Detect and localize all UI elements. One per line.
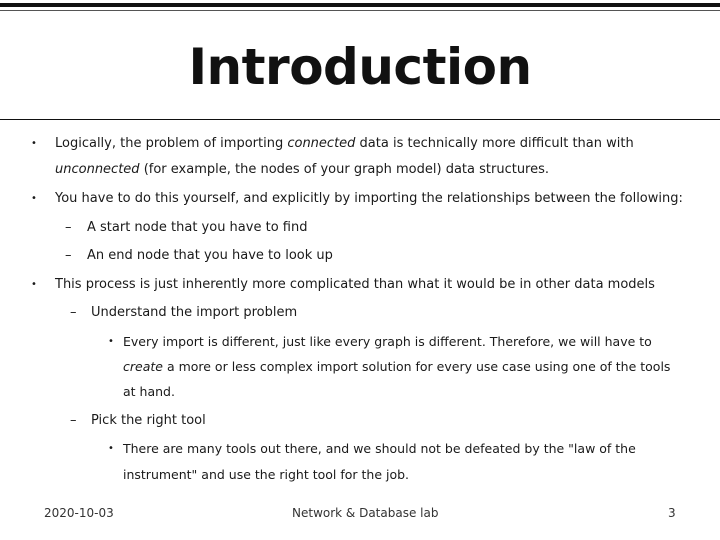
dash-marker: –	[65, 220, 72, 235]
bullet-3-text: This process is just inherently more complicated than what it would be in other data models	[55, 277, 655, 292]
dash-marker: –	[70, 305, 77, 320]
footer-date: 2020-10-03	[44, 506, 114, 520]
top-rule-thin	[0, 10, 720, 11]
bullet-1-text: Logically, the problem of importing connected data is technically more difficult than with	[55, 136, 634, 151]
bullet-marker: •	[108, 443, 114, 454]
slide-footer	[0, 506, 720, 526]
footer-page-number: 3	[668, 506, 676, 520]
dash-marker: –	[70, 413, 77, 428]
footer-lab: Network & Database lab	[292, 506, 439, 520]
bullet-marker: •	[108, 336, 114, 347]
top-rule-thick	[0, 3, 720, 7]
bullet-marker: •	[31, 279, 37, 290]
title-underline	[0, 119, 720, 120]
dash-marker: –	[65, 248, 72, 263]
slide-title: Introduction	[188, 38, 532, 96]
bullet-marker: •	[31, 138, 37, 149]
bullet-marker: •	[31, 193, 37, 204]
bullet-2-text: You have to do this yourself, and explicitly by importing the relationships between the following:	[55, 191, 683, 206]
